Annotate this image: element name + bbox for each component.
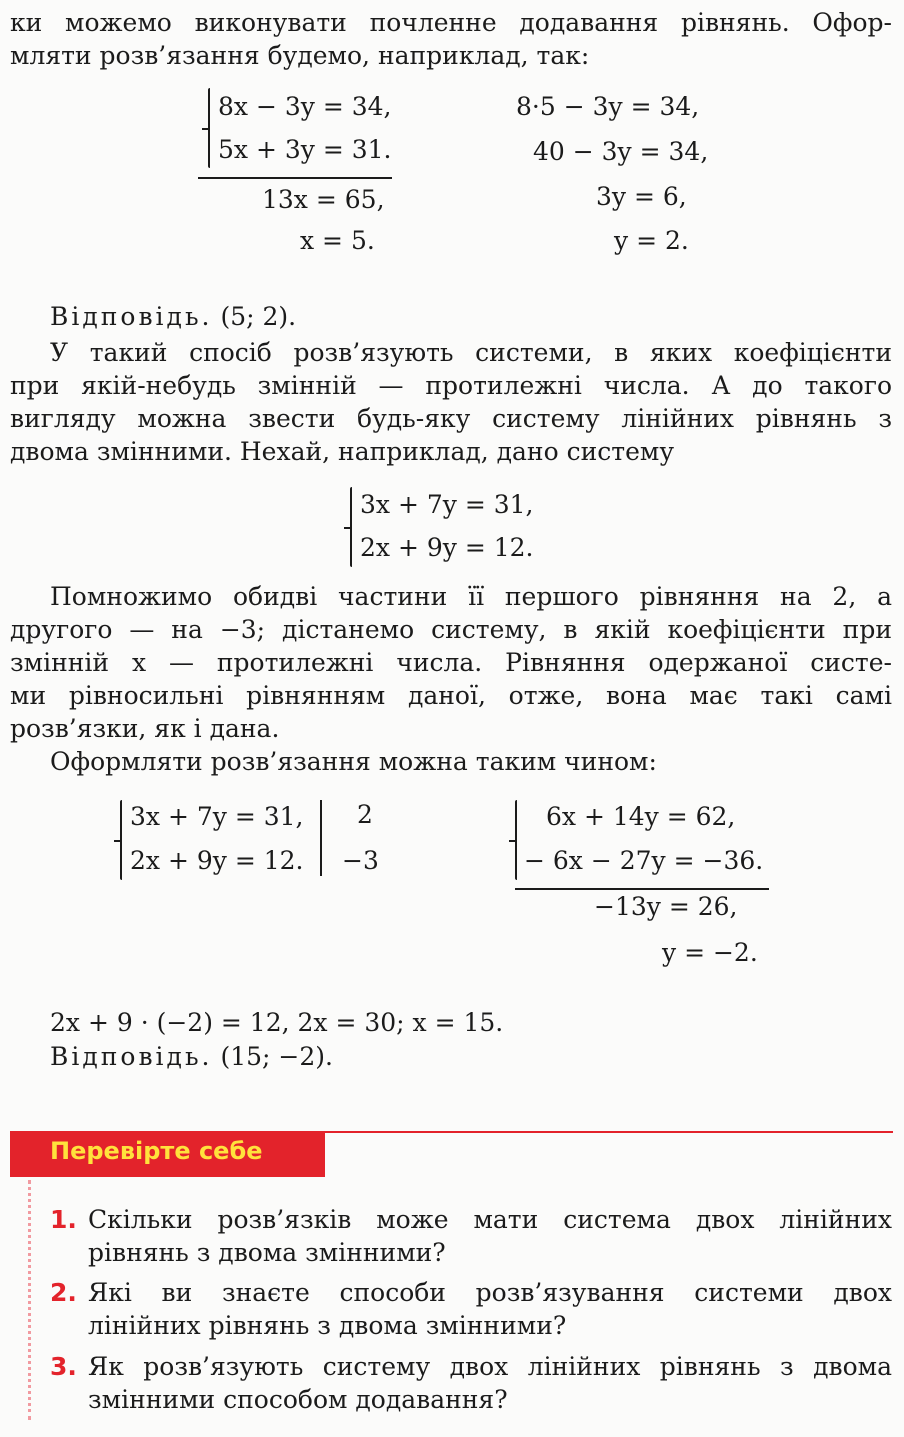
equation: −13y = 26, bbox=[594, 892, 738, 921]
question-text: Які ви знаєте способи розв’язування системи двох bbox=[88, 1278, 892, 1307]
question-number: 1. bbox=[50, 1205, 77, 1234]
multiplier-bar bbox=[320, 800, 322, 876]
answer-label: Відповідь. bbox=[50, 1042, 213, 1071]
system-brace bbox=[515, 800, 517, 880]
equation: 3x + 7y = 31, bbox=[130, 802, 304, 831]
question-number: 2. bbox=[50, 1278, 77, 1307]
equation: 8x − 3y = 34, bbox=[218, 92, 392, 121]
equation: 3x + 7y = 31, bbox=[360, 490, 534, 519]
question-text: Як розв’язують систему двох лінійних рівнянь з двома bbox=[88, 1352, 892, 1381]
equation: y = 2. bbox=[614, 226, 689, 255]
paragraph-line: У такий спосіб розв’язують системи, в яких коефіцієнти bbox=[50, 338, 892, 367]
equation: 13x = 65, bbox=[262, 185, 385, 214]
multiplier: −3 bbox=[342, 846, 379, 875]
system-brace bbox=[120, 800, 122, 880]
answer-label: Відповідь. bbox=[50, 302, 213, 331]
answer-value: (5; 2). bbox=[220, 302, 297, 331]
system-brace bbox=[208, 88, 210, 168]
question-1 bbox=[50, 1203, 892, 1269]
final-computation: 2x + 9 · (−2) = 12, 2x = 30; x = 15. bbox=[50, 1008, 504, 1037]
question-2 bbox=[50, 1276, 892, 1342]
check-yourself-header bbox=[10, 1131, 325, 1177]
equation: 40 − 3y = 34, bbox=[533, 137, 709, 166]
equation: 3y = 6, bbox=[596, 182, 687, 211]
answer-value: (15; −2). bbox=[220, 1042, 333, 1071]
equation: y = −2. bbox=[662, 938, 758, 967]
intro-paragraph bbox=[10, 6, 892, 72]
paragraph-line: змінній x — протилежні числа. Рівняння одержаної систе- bbox=[10, 648, 892, 677]
paragraph-line: при якій-небудь змінній — протилежні числа. А до такого bbox=[10, 371, 892, 400]
paragraph-line: розв’язки, як і дана. bbox=[10, 714, 280, 743]
multiplier: 2 bbox=[357, 800, 373, 829]
answer-2 bbox=[50, 1042, 333, 1071]
equation: 8·5 − 3y = 34, bbox=[516, 92, 700, 121]
paragraph-line: другого — на −3; дістанемо систему, в якій коефіцієнти при bbox=[10, 615, 892, 644]
intro-line-2: мляти розв’язання будемо, наприклад, так: bbox=[10, 41, 590, 70]
check-yourself-title: Перевірте себе bbox=[50, 1137, 263, 1165]
paragraph-line: двома змінними. Нехай, наприклад, дано систему bbox=[10, 437, 675, 466]
question-3 bbox=[50, 1350, 892, 1416]
equation: 6x + 14y = 62, bbox=[546, 802, 736, 831]
equation: 2x + 9y = 12. bbox=[360, 533, 534, 562]
question-text: Скільки розв’язків може мати система двох лінійних bbox=[88, 1205, 892, 1234]
question-text: лінійних рівнянь з двома змінними? bbox=[88, 1311, 567, 1340]
paragraph-2 bbox=[10, 580, 892, 778]
sum-rule bbox=[198, 177, 392, 179]
paragraph-1 bbox=[10, 336, 892, 468]
answer-1 bbox=[50, 302, 296, 331]
paragraph-line: вигляду можна звести будь-яку систему лінійних рівнянь з bbox=[10, 404, 892, 433]
sum-rule bbox=[515, 888, 769, 890]
paragraph-line: Оформляти розв’язання можна таким чином: bbox=[50, 747, 657, 776]
paragraph-line: ми рівносильні рівнянням даної, отже, вона має такі самі bbox=[10, 681, 892, 710]
system-brace bbox=[350, 487, 352, 567]
dotted-margin bbox=[28, 1180, 39, 1420]
question-text: рівнянь з двома змінними? bbox=[88, 1238, 446, 1267]
paragraph-line: Помножимо обидві частини її першого рівняння на 2, а bbox=[50, 582, 892, 611]
equation: x = 5. bbox=[300, 226, 375, 255]
intro-line-1: ки можемо виконувати почленне додавання рівнянь. Офор- bbox=[10, 8, 892, 37]
section-top-rule bbox=[325, 1131, 893, 1133]
question-number: 3. bbox=[50, 1352, 77, 1381]
equation: 2x + 9y = 12. bbox=[130, 846, 304, 875]
equation: − 6x − 27y = −36. bbox=[524, 846, 764, 875]
question-text: змінними способом додавання? bbox=[88, 1385, 508, 1414]
equation: 5x + 3y = 31. bbox=[218, 135, 392, 164]
